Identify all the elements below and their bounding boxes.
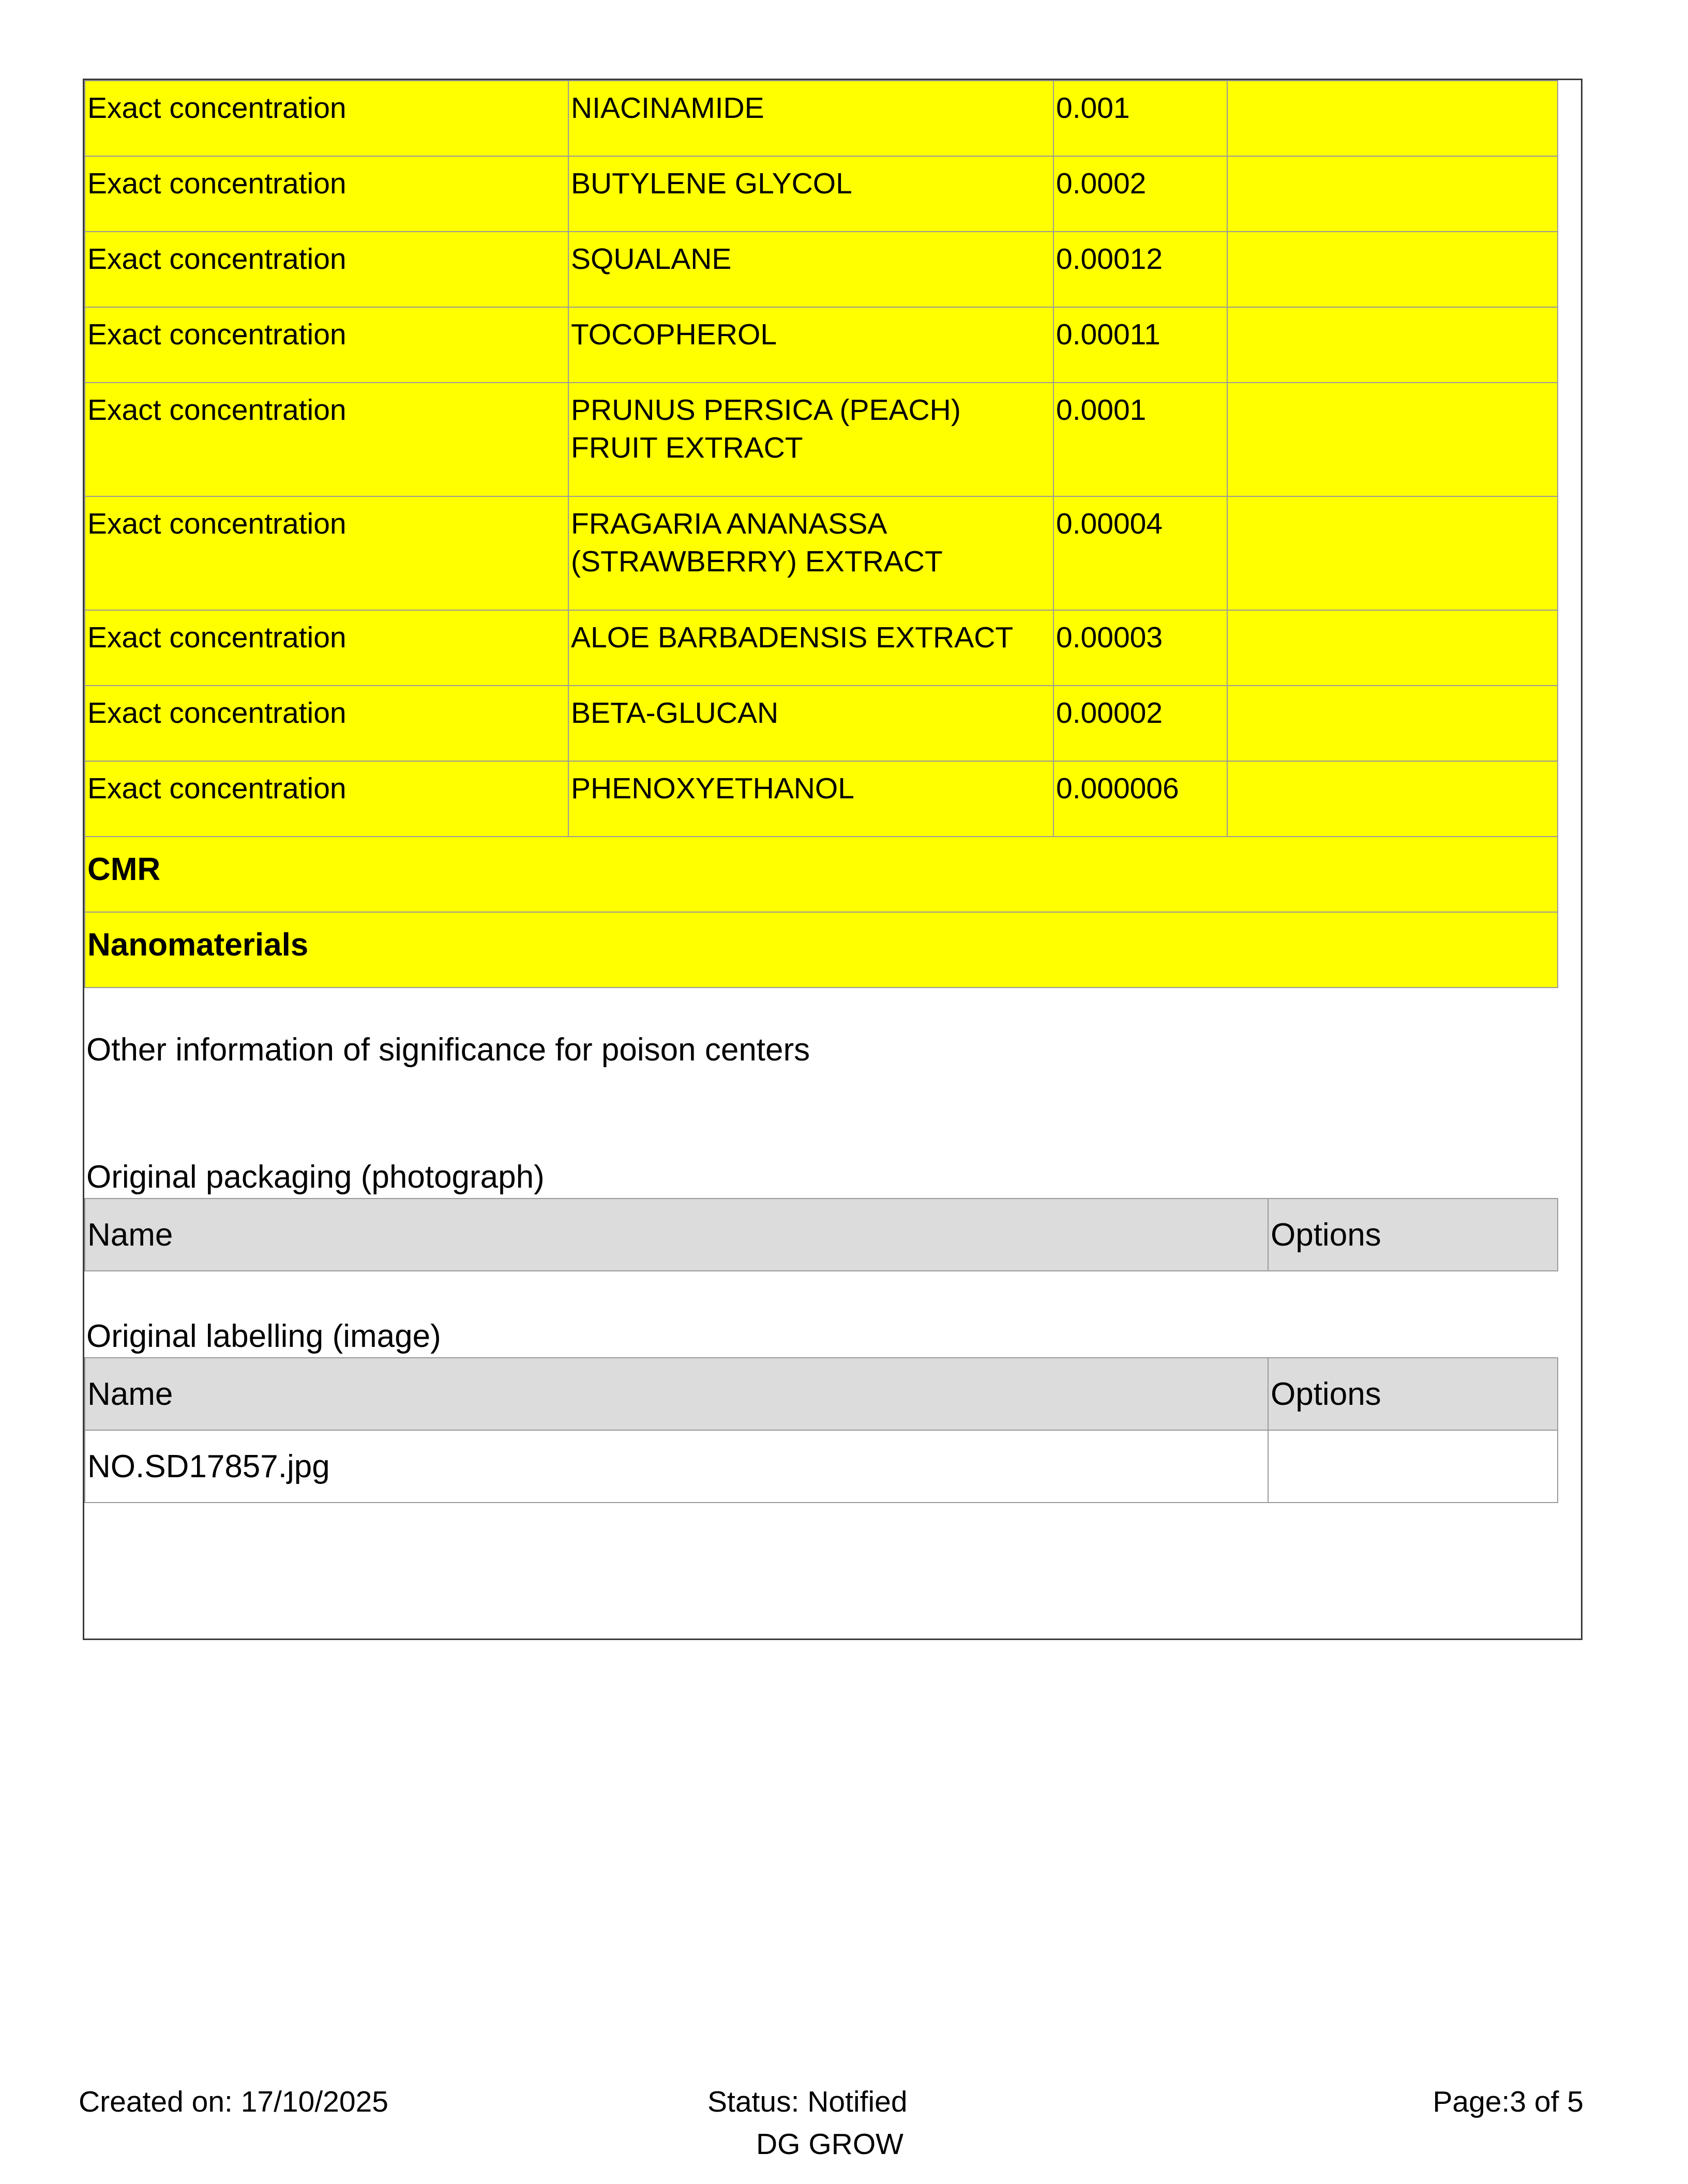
ingredients-table: [84, 80, 1558, 988]
ingredient-name: TOCOPHEROL: [568, 307, 1053, 383]
concentration-type: Exact concentration: [85, 156, 568, 232]
footer-created-date: Created on: 17/10/2025: [79, 2085, 388, 2118]
concentration-type: Exact concentration: [85, 761, 568, 837]
ingredient-name: [568, 383, 1053, 496]
concentration-value: 0.00004: [1053, 496, 1227, 610]
ingredient-name: [568, 496, 1053, 610]
concentration-type: Exact concentration: [85, 307, 568, 383]
empty-cell: [1227, 610, 1558, 686]
table-header-row: [85, 1199, 1558, 1271]
document-sheet: [84, 80, 1557, 1503]
table-row: [85, 81, 1558, 156]
table-row: [85, 610, 1558, 686]
ingredient-name: BETA-GLUCAN: [568, 686, 1053, 761]
ingredient-name-line: FRAGARIA ANANASSA: [571, 507, 887, 540]
page-of: of: [1534, 2085, 1559, 2118]
packaging-heading: Original packaging (photograph): [86, 1159, 545, 1195]
concentration-type: Exact concentration: [85, 610, 568, 686]
table-row: [85, 686, 1558, 761]
column-header-name: Name: [85, 1199, 1268, 1271]
labelling-table: [84, 1357, 1558, 1503]
empty-cell: [1227, 156, 1558, 232]
section-heading-nanomaterials: Nanomaterials: [85, 912, 1558, 988]
empty-cell: [1227, 307, 1558, 383]
ingredient-name-line: (STRAWBERRY) EXTRACT: [571, 545, 943, 578]
ingredient-name-line: PRUNUS PERSICA (PEACH): [571, 393, 961, 427]
table-row: [85, 496, 1558, 610]
page-total: 5: [1567, 2085, 1584, 2118]
poison-centers-heading: Other information of significance for poison centers: [86, 1032, 810, 1068]
file-name-link[interactable]: NO.SD17857.jpg: [85, 1430, 1268, 1503]
ingredient-name: BUTYLENE GLYCOL: [568, 156, 1053, 232]
concentration-value: 0.00011: [1053, 307, 1227, 383]
empty-cell: [1227, 761, 1558, 837]
table-row: [85, 1430, 1558, 1503]
ingredient-name-line: FRUIT EXTRACT: [571, 431, 803, 464]
ingredient-name: ALOE BARBADENSIS EXTRACT: [568, 610, 1053, 686]
table-row: [85, 156, 1558, 232]
labelling-heading: Original labelling (image): [86, 1318, 441, 1354]
ingredient-name: NIACINAMIDE: [568, 81, 1053, 156]
page-label: Page:: [1433, 2085, 1510, 2118]
footer-page-number: [1433, 2084, 1584, 2120]
concentration-value: 0.00002: [1053, 686, 1227, 761]
empty-cell: [1227, 383, 1558, 496]
table-header-row: [85, 1358, 1558, 1430]
empty-cell: [1227, 686, 1558, 761]
concentration-type: Exact concentration: [85, 81, 568, 156]
concentration-type: Exact concentration: [85, 383, 568, 496]
empty-cell: [1227, 81, 1558, 156]
empty-cell: [1227, 232, 1558, 307]
table-row: [85, 307, 1558, 383]
section-row-nanomaterials: [85, 912, 1558, 988]
concentration-type: Exact concentration: [85, 232, 568, 307]
table-row: [85, 761, 1558, 837]
ingredient-name: SQUALANE: [568, 232, 1053, 307]
file-options[interactable]: [1268, 1430, 1558, 1503]
concentration-type: Exact concentration: [85, 496, 568, 610]
empty-cell: [1227, 496, 1558, 610]
packaging-table: [84, 1198, 1558, 1271]
page-current: 3: [1510, 2085, 1527, 2118]
section-heading-cmr: CMR: [85, 837, 1558, 912]
table-row: [85, 232, 1558, 307]
concentration-value: 0.00003: [1053, 610, 1227, 686]
concentration-type: Exact concentration: [85, 686, 568, 761]
ingredient-name: PHENOXYETHANOL: [568, 761, 1053, 837]
footer-organization: DG GROW: [756, 2128, 903, 2161]
footer-status: Status: Notified: [707, 2085, 908, 2118]
section-row-cmr: [85, 837, 1558, 912]
concentration-value: 0.000006: [1053, 761, 1227, 837]
column-header-name: Name: [85, 1358, 1268, 1430]
concentration-value: 0.0001: [1053, 383, 1227, 496]
column-header-options: Options: [1268, 1199, 1558, 1271]
concentration-value: 0.0002: [1053, 156, 1227, 232]
table-row: [85, 383, 1558, 496]
concentration-value: 0.001: [1053, 81, 1227, 156]
column-header-options: Options: [1268, 1358, 1558, 1430]
concentration-value: 0.00012: [1053, 232, 1227, 307]
